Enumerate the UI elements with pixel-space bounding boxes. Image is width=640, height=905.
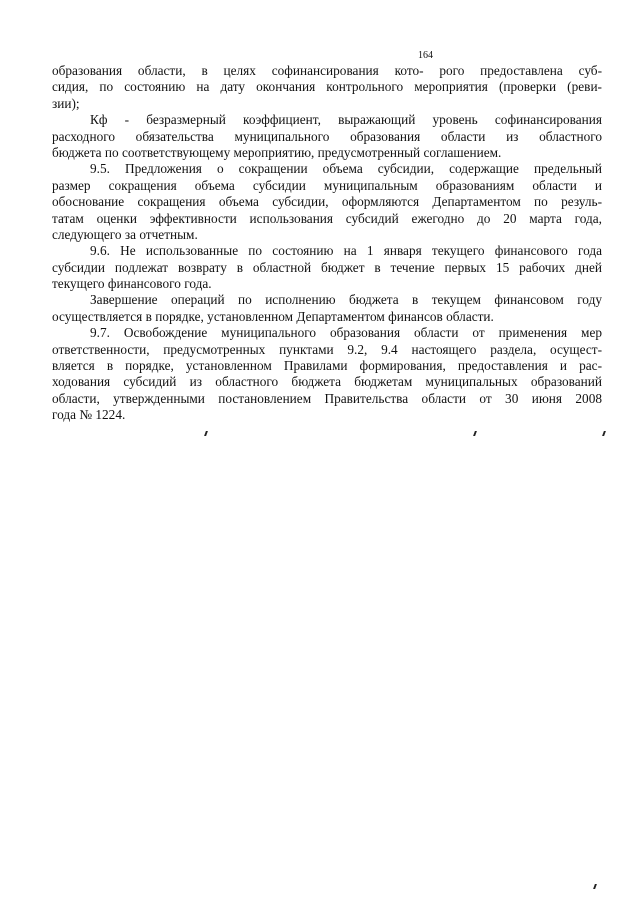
scan-speck — [593, 884, 597, 889]
text-line: Завершение операций по исполнению бюджета в текущем финансовом году — [90, 292, 602, 308]
text-line: вляется в порядке, установленном Правилами формирования, предоставления и рас- — [52, 358, 602, 374]
text-line: зии); — [52, 95, 80, 111]
text-line: 9.6. Не использованные по состоянию на 1 января текущего финансового года — [90, 243, 602, 259]
scan-speck — [473, 431, 477, 436]
text-line: области, утвержденными постановлением Правительства области от 30 июня 2008 — [52, 390, 602, 406]
page-number: 164 — [418, 50, 433, 61]
text-line: сидия, по состоянию на дату окончания контрольного мероприятия (проверки (реви- — [52, 79, 602, 95]
text-line: ходования субсидий из областного бюджета бюджетам муниципальных образований — [52, 374, 602, 390]
text-line: ответственности, предусмотренных пунктами 9.2, 9.4 настоящего раздела, осущест- — [52, 341, 602, 357]
text-line: 9.7. Освобождение муниципального образования области от применения мер — [90, 325, 602, 341]
scan-speck — [204, 431, 208, 436]
text-line: 9.5. Предложения о сокращении объема субсидии, содержащие предельный — [90, 161, 602, 177]
text-line: образования области, в целях софинансирования кото- рого предоставлена суб- — [52, 63, 602, 78]
text-line: осуществляется в порядке, установленном Департаментом финансов области. — [52, 308, 494, 324]
text-line: татам оценки эффективности использования субсидий ежегодно до 20 марта года, — [52, 210, 602, 226]
text-line: размер сокращения объема субсидии муниципальным образованиям области и — [52, 177, 602, 193]
scan-speck — [602, 431, 606, 436]
text-line: субсидии подлежат возврату в областной бюджет в течение первых 15 рабочих дней — [52, 259, 602, 275]
text-line: следующего за отчетным. — [52, 226, 198, 242]
text-line: года № 1224. — [52, 407, 126, 423]
text-line: бюджета по соответствующему мероприятию, предусмотренный соглашением. — [52, 144, 502, 160]
text-line: Кф - безразмерный коэффициент, выражающий уровень софинансирования — [90, 112, 602, 128]
text-line: текущего финансового года. — [52, 276, 212, 292]
text-line: обоснование сокращения объема субсидии, оформляются Департаментом по резуль- — [52, 194, 602, 210]
document-body — [52, 63, 602, 424]
text-line: расходного обязательства муниципального образования области из областного — [52, 128, 602, 144]
